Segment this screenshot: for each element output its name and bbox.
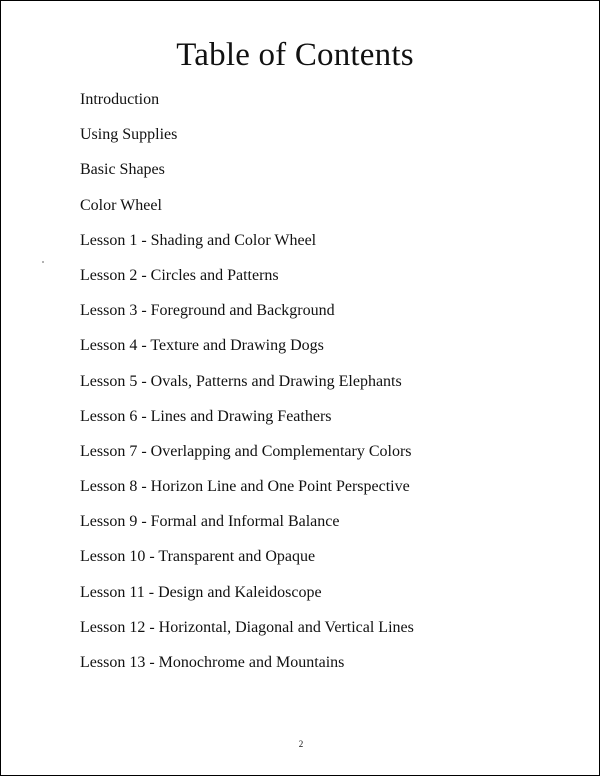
toc-entry-lesson-4: Lesson 4 - Texture and Drawing Dogs bbox=[80, 337, 324, 355]
toc-entry-color-wheel: Color Wheel bbox=[80, 196, 162, 214]
toc-entry-lesson-2: Lesson 2 - Circles and Patterns bbox=[80, 266, 279, 284]
toc-entry-lesson-1: Lesson 1 - Shading and Color Wheel bbox=[80, 231, 317, 249]
toc-entry-lesson-9: Lesson 9 - Formal and Informal Balance bbox=[80, 513, 340, 531]
toc-entry-lesson-7: Lesson 7 - Overlapping and Complementary Colors bbox=[80, 442, 412, 460]
table-of-contents-list bbox=[80, 89, 580, 687]
toc-entry-basic-shapes: Basic Shapes bbox=[80, 161, 165, 179]
toc-entry-using-supplies: Using Supplies bbox=[80, 126, 178, 144]
toc-entry-lesson-13: Lesson 13 - Monochrome and Mountains bbox=[80, 654, 345, 671]
page-number: 2 bbox=[298, 739, 304, 749]
page-title: Table of Contents bbox=[176, 37, 414, 73]
toc-entry-lesson-8: Lesson 8 - Horizon Line and One Point Perspective bbox=[80, 478, 410, 496]
toc-entry-lesson-5: Lesson 5 - Ovals, Patterns and Drawing Elephants bbox=[80, 372, 402, 390]
toc-entry-lesson-3: Lesson 3 - Foreground and Background bbox=[80, 302, 335, 320]
toc-entry-introduction: Introduction bbox=[80, 91, 160, 108]
scan-speck bbox=[42, 261, 44, 263]
toc-entry-lesson-12: Lesson 12 - Horizontal, Diagonal and Vertical Lines bbox=[80, 618, 414, 636]
toc-entry-lesson-6: Lesson 6 - Lines and Drawing Feathers bbox=[80, 407, 332, 425]
toc-entry-lesson-10: Lesson 10 - Transparent and Opaque bbox=[80, 548, 316, 566]
toc-entry-lesson-11: Lesson 11 - Design and Kaleidoscope bbox=[80, 583, 322, 601]
